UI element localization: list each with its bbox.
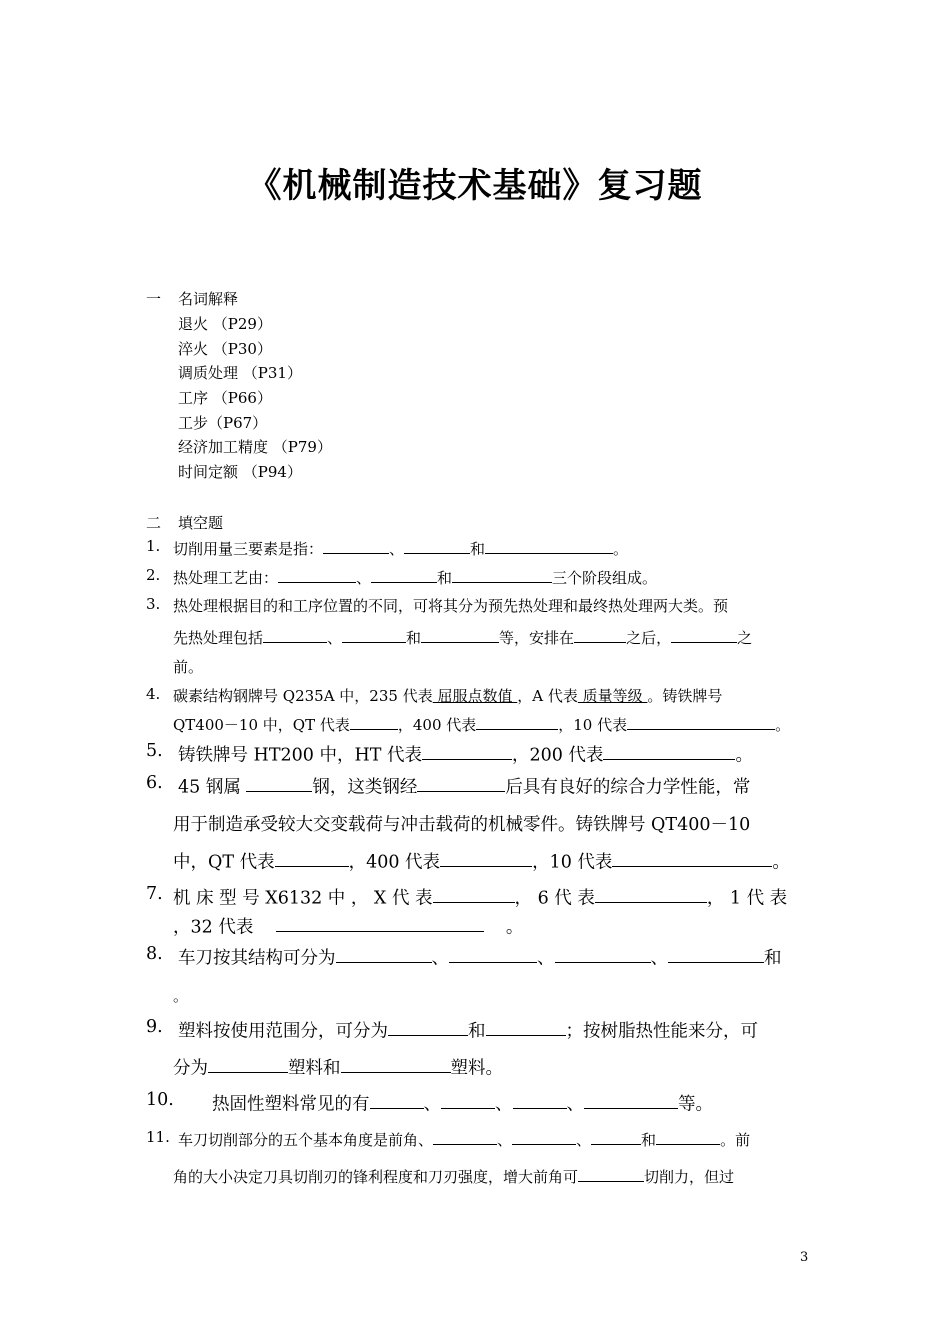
answer-blank[interactable] — [263, 626, 327, 643]
answer-blank[interactable] — [341, 1054, 451, 1073]
question-2-number: 2. — [146, 566, 161, 584]
question-6-line1: 45 钢属 钢，这类钢经 后具有良好的综合力学性能，常 — [178, 773, 750, 798]
filled-answer: 质量等级 — [577, 687, 648, 705]
answer-blank[interactable] — [476, 713, 558, 730]
section1-number: 一 — [146, 290, 162, 308]
answer-blank[interactable] — [656, 1128, 720, 1145]
filled-answer: 屈服点数值 — [432, 687, 518, 705]
question-4-line1: 碳素结构钢牌号 Q235A 中，235 代表 屈服点数值 ，A 代表 质量等级 。铸铁牌号 — [173, 687, 723, 705]
question-3-line1: 热处理根据目的和工序位置的不同，可将其分为预先热处理和最终热处理两大类。预 — [173, 597, 729, 615]
term-item: 工步（P67） — [178, 414, 268, 432]
answer-blank[interactable] — [417, 773, 505, 792]
question-9-line2: 分为 塑料和 塑料。 — [173, 1054, 503, 1079]
answer-blank[interactable] — [388, 1017, 468, 1036]
answer-blank[interactable] — [422, 741, 512, 760]
answer-blank[interactable] — [404, 537, 470, 554]
page-number: 3 — [800, 1250, 809, 1265]
question-1: 切削用量三要素是指： 、 和 。 — [173, 537, 628, 559]
question-11-line2: 角的大小决定刀具切削刃的锋利程度和刀刃强度，增大前角可 切削力，但过 — [173, 1165, 734, 1187]
question-3-number: 3. — [146, 595, 161, 613]
question-11-number: 11. — [146, 1128, 170, 1146]
question-8-line2: 。 — [173, 987, 189, 1005]
term-item: 工序 （P66） — [178, 389, 272, 407]
answer-blank[interactable] — [350, 713, 398, 730]
question-6-line3: 中，QT 代表 ，400 代表 ，10 代表 。 — [173, 848, 790, 873]
term-item: 调质处理 （P31） — [178, 364, 302, 382]
answer-blank[interactable] — [595, 884, 707, 903]
answer-blank[interactable] — [555, 944, 651, 963]
answer-blank[interactable] — [574, 626, 626, 643]
answer-blank[interactable] — [440, 848, 532, 867]
section2-number: 二 — [146, 514, 162, 532]
answer-blank[interactable] — [275, 848, 349, 867]
answer-blank[interactable] — [627, 713, 775, 730]
answer-blank[interactable] — [278, 566, 356, 583]
question-4-number: 4. — [146, 685, 161, 703]
answer-blank[interactable] — [276, 913, 484, 932]
question-1-number: 1. — [146, 537, 161, 555]
answer-blank[interactable] — [208, 1054, 288, 1073]
question-3-line2: 先热处理包括 、 和 等，安排在 之后， 之 — [173, 626, 752, 648]
answer-blank[interactable] — [671, 626, 737, 643]
question-10-number: 10. — [146, 1090, 174, 1110]
question-6-line2: 用于制造承受较大交变载荷与冲击载荷的机械零件。铸铁牌号 QT400－10 — [173, 815, 751, 835]
question-7-line1: 机 床 型 号 X6132 中 ， X 代 表 ， 6 代 表 ， 1 代 表 — [173, 884, 787, 909]
answer-blank[interactable] — [512, 1128, 576, 1145]
question-7-number: 7. — [146, 884, 163, 904]
question-8-line1: 车刀按其结构可分为 、 、 、 和 — [178, 944, 782, 969]
question-2: 热处理工艺由： 、 和 三个阶段组成。 — [173, 566, 657, 588]
answer-blank[interactable] — [452, 566, 552, 583]
answer-blank[interactable] — [668, 944, 764, 963]
term-item: 淬火 （P30） — [178, 340, 272, 358]
answer-blank[interactable] — [486, 1017, 566, 1036]
section2-heading: 填空题 — [178, 514, 224, 532]
document-title: 《机械制造技术基础》复习题 — [247, 166, 703, 206]
question-3-line3: 前。 — [173, 658, 204, 676]
term-item: 经济加工精度 （P79） — [178, 438, 332, 456]
answer-blank[interactable] — [584, 1090, 678, 1109]
answer-blank[interactable] — [612, 848, 772, 867]
question-7-line2: ，32 代表 。 — [173, 913, 523, 938]
answer-blank[interactable] — [421, 626, 499, 643]
answer-blank[interactable] — [433, 884, 515, 903]
question-5-number: 5. — [146, 741, 163, 761]
question-11-line1: 车刀切削部分的五个基本角度是前角、 、 、 和 。前 — [178, 1128, 750, 1150]
answer-blank[interactable] — [603, 741, 735, 760]
section1-heading: 名词解释 — [178, 290, 239, 308]
question-8-number: 8. — [146, 944, 163, 964]
answer-blank[interactable] — [513, 1090, 567, 1109]
answer-blank[interactable] — [578, 1165, 644, 1182]
answer-blank[interactable] — [441, 1090, 495, 1109]
question-9-line1: 塑料按使用范围分，可分为 和 ；按树脂热性能来分，可 — [178, 1017, 758, 1042]
answer-blank[interactable] — [449, 944, 537, 963]
answer-blank[interactable] — [342, 626, 406, 643]
answer-blank[interactable] — [246, 773, 312, 792]
question-5: 铸铁牌号 HT200 中，HT 代表 ，200 代表 。 — [178, 741, 753, 766]
answer-blank[interactable] — [323, 537, 389, 554]
question-6-number: 6. — [146, 773, 163, 793]
answer-blank[interactable] — [433, 1128, 497, 1145]
answer-blank[interactable] — [371, 566, 437, 583]
term-item: 退火 （P29） — [178, 315, 272, 333]
answer-blank[interactable] — [591, 1128, 641, 1145]
term-item: 时间定额 （P94） — [178, 463, 302, 481]
question-9-number: 9. — [146, 1017, 163, 1037]
answer-blank[interactable] — [485, 537, 613, 554]
question-10: 热固性塑料常见的有 、 、 、 等。 — [212, 1090, 713, 1115]
answer-blank[interactable] — [336, 944, 432, 963]
question-4-line2: QT400－10 中，QT 代表 ，400 代表 ，10 代表 。 — [173, 713, 790, 735]
answer-blank[interactable] — [370, 1090, 424, 1109]
